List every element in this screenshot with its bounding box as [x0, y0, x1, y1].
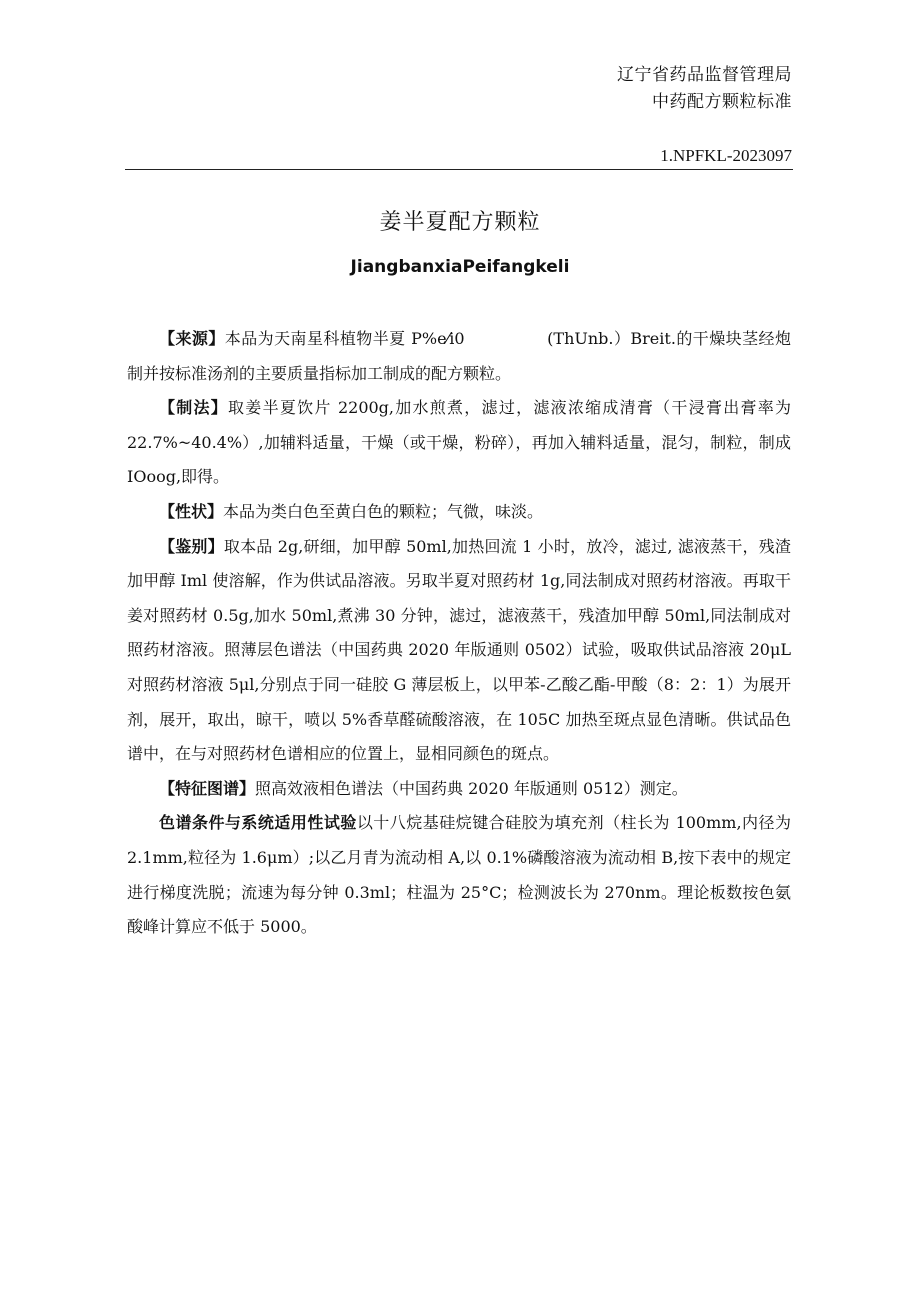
header-divider	[125, 169, 793, 170]
section-label: 【性状】	[159, 501, 224, 521]
section-text: 取姜半夏饮片 2200g,加水煎煮，滤过，滤液浓缩成清膏（干浸膏出膏率为 22.7%~40.4%）,加辅料适量，干燥（或干燥，粉碎），再加入辅料适量，混匀，制粒，制成 IOoog,即得。	[127, 398, 791, 487]
document-body	[127, 322, 791, 945]
section-chromatographic-conditions	[127, 806, 791, 944]
section-label: 色谱条件与系统适用性试验	[159, 813, 357, 833]
section-characteristics	[127, 495, 791, 530]
section-preparation	[127, 391, 791, 495]
section-text: 照高效液相色谱法（中国药典 2020 年版通则 0512）测定。	[255, 778, 688, 798]
section-fingerprint	[127, 772, 791, 807]
section-identification	[127, 530, 791, 772]
document-title: 姜半夏配方颗粒	[379, 210, 541, 235]
section-label: 【制法】	[159, 398, 229, 418]
section-label: 【特征图谱】	[159, 778, 256, 798]
issuing-authority: 辽宁省药品监督管理局	[617, 65, 792, 85]
standard-type: 中药配方颗粒标准	[652, 92, 792, 112]
section-text: 本品为天南星科植物半夏 P%e⁄i0 (ThUnb.）Breit.的干燥块茎经炮制并按标准汤剂的主要质量指标加工制成的配方颗粒。	[127, 329, 791, 383]
document-subtitle-pinyin: JiangbanxiaPeifangkeli	[350, 257, 570, 277]
section-source	[127, 322, 791, 391]
standard-code: 1.NPFKL-2023097	[660, 146, 792, 165]
section-text: 取本品 2g,研细，加甲醇 50ml,加热回流 1 小时，放冷，滤过, 滤液蒸干，残渣加甲醇 Iml 使溶解，作为供试品溶液。另取半夏对照药材 1g,同法制成对照药材溶液。再取干姜对照药材 0.5g,加水 50ml,煮沸 30 分钟，滤过，滤液蒸干，残渣加甲醇 50ml,同法制成对照药材溶液。照薄层色谱法（中国药典 2020 年版通则 0502）试验，吸取供试品溶液 20μL 对照药材溶液 5μl,分别点于同一硅胶 G 薄层板上，以甲苯-乙酸乙酯-甲酸（8：2：1）为展开剂，展开，取出，晾干，喷以 5%香草醛硫酸溶液，在 105C 加热至斑点显色清晰。供试品色谱中，在与对照药材色谱相应的位置上，显相同颜色的斑点。	[127, 536, 791, 764]
section-label: 【来源】	[159, 329, 225, 348]
section-text: 以十八烷基硅烷键合硅胶为填充剂（柱长为 100mm,内径为 2.1mm,粒径为 1.6μm）;以乙月青为流动相 A,以 0.1%磷酸溶液为流动相 B,按下表中的规定进行梯度洗脱；流速为每分钟 0.3ml；柱温为 25°C；检测波长为 270nm。理论板数按色氨酸峰计算应不低于 5000。	[127, 813, 791, 937]
section-label: 【鉴别】	[159, 536, 224, 556]
section-text: 本品为类白色至黄白色的颗粒；气微，味淡。	[223, 501, 544, 521]
